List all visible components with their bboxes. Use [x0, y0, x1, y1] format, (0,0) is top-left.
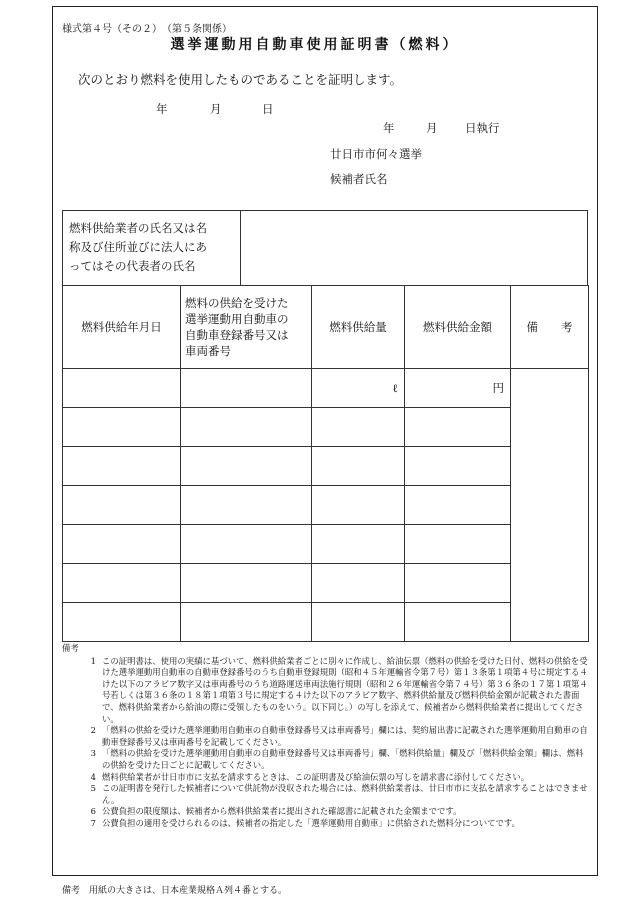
- cell-price: [405, 486, 511, 525]
- header-remarks: 備 考: [511, 286, 589, 369]
- table-row: [63, 408, 589, 447]
- cell-price: [405, 564, 511, 603]
- cell-amount: [312, 408, 405, 447]
- table-row: [63, 525, 589, 564]
- notes-heading: 備考: [62, 643, 79, 653]
- table-row: [63, 369, 589, 408]
- header-price: 燃料供給金額: [405, 286, 511, 369]
- candidate-label: 候補者氏名: [330, 172, 388, 186]
- header-vehicle-line: 自動車登録番号又は: [185, 328, 289, 342]
- supplier-section: [62, 210, 588, 285]
- note-number: 3: [90, 748, 96, 759]
- note-text: この証明書を発行した候補者について供託物が没収された場合には、燃料供給業者は、廿日市市に支払を請求することはできません。: [102, 783, 588, 805]
- note-item: [62, 656, 588, 726]
- header-vehicle-line: 車両番号: [185, 344, 231, 358]
- table-row: [63, 486, 589, 525]
- cell-amount: [312, 525, 405, 564]
- note-item: [62, 818, 588, 830]
- note-item: [62, 806, 588, 818]
- notes-section: [62, 643, 588, 830]
- execution-year: 年: [383, 121, 395, 135]
- certification-statement: 次のとおり燃料を使用したものであることを証明します。: [78, 72, 403, 87]
- cell-date: [63, 486, 181, 525]
- table-header-row: [63, 286, 589, 369]
- supplier-label-line: 燃料供給業者の氏名又は名: [69, 221, 207, 235]
- cell-amount: [312, 603, 405, 642]
- note-text: 公費負担の適用を受けられるのは、候補者の指定した「選挙運動用自動車」に供給された燃料分についてです。: [102, 817, 520, 828]
- issue-year: 年: [156, 102, 168, 116]
- note-item: [62, 772, 588, 784]
- cell-date: [63, 603, 181, 642]
- header-amount: 燃料供給量: [312, 286, 405, 369]
- execution-month: 月: [426, 121, 438, 135]
- cell-vehicle: [181, 603, 312, 642]
- note-item: [62, 725, 588, 748]
- cell-date: [63, 564, 181, 603]
- form-number: 様式第４号（その２） （第５条関係）: [62, 24, 232, 35]
- cell-price: [405, 408, 511, 447]
- cell-price: 円: [405, 369, 511, 408]
- header-vehicle-line: 燃料の供給を受けた: [185, 296, 289, 310]
- fuel-table: [62, 285, 589, 642]
- header-vehicle: [181, 286, 312, 369]
- cell-price: [405, 603, 511, 642]
- cell-vehicle: [181, 525, 312, 564]
- cell-date: [63, 408, 181, 447]
- note-text: この証明書は、使用の実績に基づいて、燃料供給業者ごとに別々に作成し、給油伝票（燃料の供給を受けた日付、燃料の供給を受けた選挙運動用自動車の自動車登録番号のうち自動車登録規則（昭和４５年運輸省令第７号）第１３条第１項第４号に規定する４けた以下のアラビア数字又は車両番号のうち道路運送車両法施行規則（昭和２６年運輸省令第７４号）第３６条の１７第１項第４号若しくは第３６条の１８第１項第３号に規定する４けた以下のアラビア数字、燃料供給量及び燃料供給金額が記載された書面で、燃料供給業者から給油の際に受領したものをいう。以下同じ。）の写しを添えて、候補者から燃料供給業者に提出してください。: [102, 655, 588, 724]
- cell-date: [63, 369, 181, 408]
- note-number: 4: [90, 771, 96, 782]
- header-vehicle-line: 選挙運動用自動車の: [185, 312, 289, 326]
- note-text: 「燃料の供給を受けた選挙運動用自動車の自動車登録番号又は車両番号」欄、「燃料供給量」欄及び「燃料供給金額」欄は、燃料の供給を受けた日ごとに記載してください。: [102, 748, 584, 770]
- note-item: [62, 783, 588, 806]
- cell-amount: [312, 564, 405, 603]
- table-row: [63, 447, 589, 486]
- cell-date: [63, 525, 181, 564]
- supplier-label: [63, 211, 241, 285]
- note-number: 5: [90, 783, 96, 794]
- cell-vehicle: [181, 486, 312, 525]
- note-number: 6: [90, 806, 96, 817]
- header-date: 燃料供給年月日: [63, 286, 181, 369]
- cell-price: [405, 447, 511, 486]
- issue-month: 月: [210, 102, 222, 116]
- supplier-label-line: 称及び住所並びに法人にあ: [69, 240, 207, 254]
- cell-price: [405, 525, 511, 564]
- paper-size-note: 備考 用紙の大きさは、日本産業規格Ａ列４番とする。: [62, 886, 288, 896]
- cell-vehicle: [181, 369, 312, 408]
- page-title: 選挙運動用自動車使用証明書（燃料）: [170, 37, 460, 53]
- table-row: [63, 564, 589, 603]
- note-number: 1: [90, 655, 96, 666]
- execution-day: 日執行: [465, 121, 500, 135]
- cell-date: [63, 447, 181, 486]
- note-number: 7: [90, 817, 96, 828]
- election-name: 廿日市市何々選挙: [330, 147, 422, 161]
- note-number: 2: [90, 725, 96, 736]
- note-item: [62, 748, 588, 771]
- note-text: 燃料供給業者が廿日市市に支払を請求するときは、この証明書及び給油伝票の写しを請求書に添付してください。: [102, 771, 530, 782]
- cell-vehicle: [181, 408, 312, 447]
- note-text: 「燃料の供給を受けた選挙運動用自動車の自動車登録番号又は車両番号」欄には、契約届出書に記載された選挙運動用自動車の自動車登録番号又は車両番号を記載してください。: [102, 725, 588, 747]
- table-row: [63, 603, 589, 642]
- cell-vehicle: [181, 447, 312, 486]
- supplier-label-line: ってはその代表者の氏名: [69, 259, 196, 273]
- cell-amount: [312, 447, 405, 486]
- cell-amount: ℓ: [312, 369, 405, 408]
- cell-vehicle: [181, 564, 312, 603]
- cell-remarks: [511, 369, 589, 642]
- note-text: 公費負担の限度額は、候補者から燃料供給業者に提出された確認書に記載された金額までです。: [102, 806, 462, 817]
- cell-amount: [312, 486, 405, 525]
- issue-day: 日: [262, 102, 274, 116]
